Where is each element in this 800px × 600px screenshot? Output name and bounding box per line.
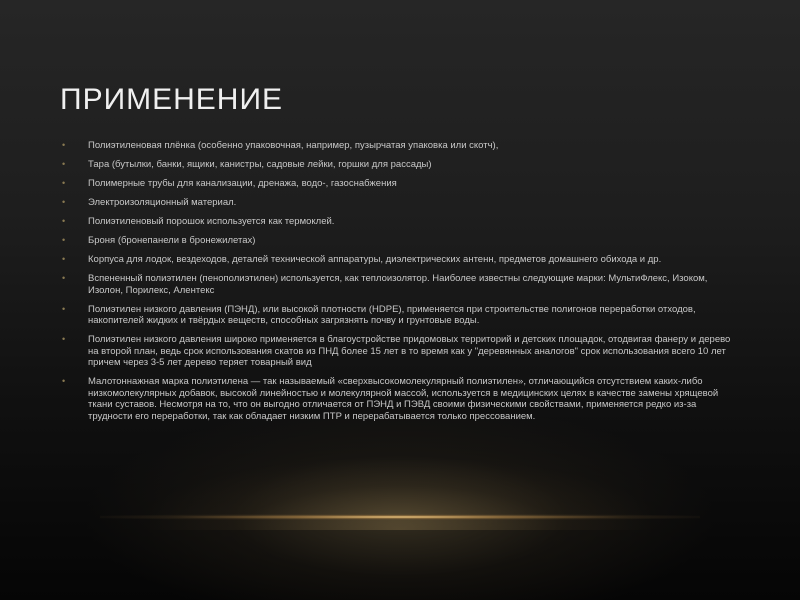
bullet-text: Вспененный полиэтилен (пенополиэтилен) используется, как теплоизолятор. Наиболее известны следующие марки: МультиФлекс, Изоком, Изолон, Порилекс, Алентекс: [88, 273, 708, 296]
bullet-marker-icon: •: [62, 334, 66, 344]
bullet-marker-icon: •: [62, 376, 66, 386]
bullet-text: Полимерные трубы для канализации, дренажа, водо-, газоснабжения: [88, 178, 397, 189]
bottom-glow-line: [100, 514, 700, 520]
bullet-text: Полиэтилен низкого давления (ПЭНД), или высокой плотности (HDPE), применяется при строительстве полигонов переработки отходов, накопителей жидких и твёрдых веществ, способных загрязнять почву и грунтовые воды.: [88, 303, 696, 326]
bullet-text: Броня (бронепанели в бронежилетах): [88, 235, 256, 246]
bullet-item: [62, 178, 742, 190]
bullet-item: [62, 140, 742, 152]
bullet-list: [62, 140, 742, 422]
bullet-marker-icon: •: [62, 303, 66, 314]
bullet-text: Малотоннажная марка полиэтилена — так называемый «сверхвысокомолекулярный полиэтилен», отличающийся отсутствием каких-либо низкомолекулярных добавок, высокой линейностью и молекулярной массой, используется в медицинских целях в качестве замены хрящевой ткани суставов. Несмотря на то, что он выгодно отличается от ПЭНД и ПЭВД своими физическими свойствами, применяется редко из-за трудности его переработки, так как обладает низким ПТР и перерабатывается только прессованием.: [88, 376, 719, 422]
bullet-text: Тара (бутылки, банки, ящики, канистры, садовые лейки, горшки для рассады): [88, 159, 432, 170]
slide-content: [62, 140, 742, 450]
bullet-text: Корпуса для лодок, вездеходов, деталей технической аппаратуры, диэлектрических антенн, предметов домашнего обихода и др.: [88, 254, 662, 265]
bullet-item: [62, 273, 742, 296]
bullet-marker-icon: •: [62, 235, 66, 245]
bullet-marker-icon: •: [62, 197, 66, 207]
bullet-marker-icon: •: [62, 178, 66, 188]
bullet-item: [62, 334, 742, 369]
bullet-text: Электроизоляционный материал.: [88, 197, 237, 208]
slide-title: ПРИМЕНЕНИЕ: [60, 83, 284, 116]
bullet-marker-icon: •: [62, 216, 66, 226]
bullet-item: [62, 216, 742, 228]
bullet-text: Полиэтилен низкого давления широко применяется в благоустройстве придомовых территорий и детских площадок, отодвигая фанеру и дерево на второй план, ведь срок использования скатов из ПНД более 15 лет в то время как у "деревянных аналогов" срок использования всего 10 лет причем через 3-5 лет дерево теряет товарный вид: [88, 334, 731, 368]
bullet-marker-icon: •: [62, 159, 66, 169]
bullet-marker-icon: •: [62, 273, 66, 283]
bullet-item: [62, 254, 742, 266]
bullet-text: Полиэтиленовый порошок используется как термоклей.: [88, 216, 335, 227]
bullet-marker-icon: •: [62, 254, 66, 264]
bullet-item: [62, 235, 742, 247]
bullet-marker-icon: •: [62, 140, 66, 150]
bullet-item: [62, 304, 742, 327]
bullet-item: [62, 376, 742, 422]
bullet-item: [62, 159, 742, 171]
bullet-item: [62, 197, 742, 209]
bullet-text: Полиэтиленовая плёнка (особенно упаковочная, например, пузырчатая упаковка или скотч),: [88, 140, 499, 151]
